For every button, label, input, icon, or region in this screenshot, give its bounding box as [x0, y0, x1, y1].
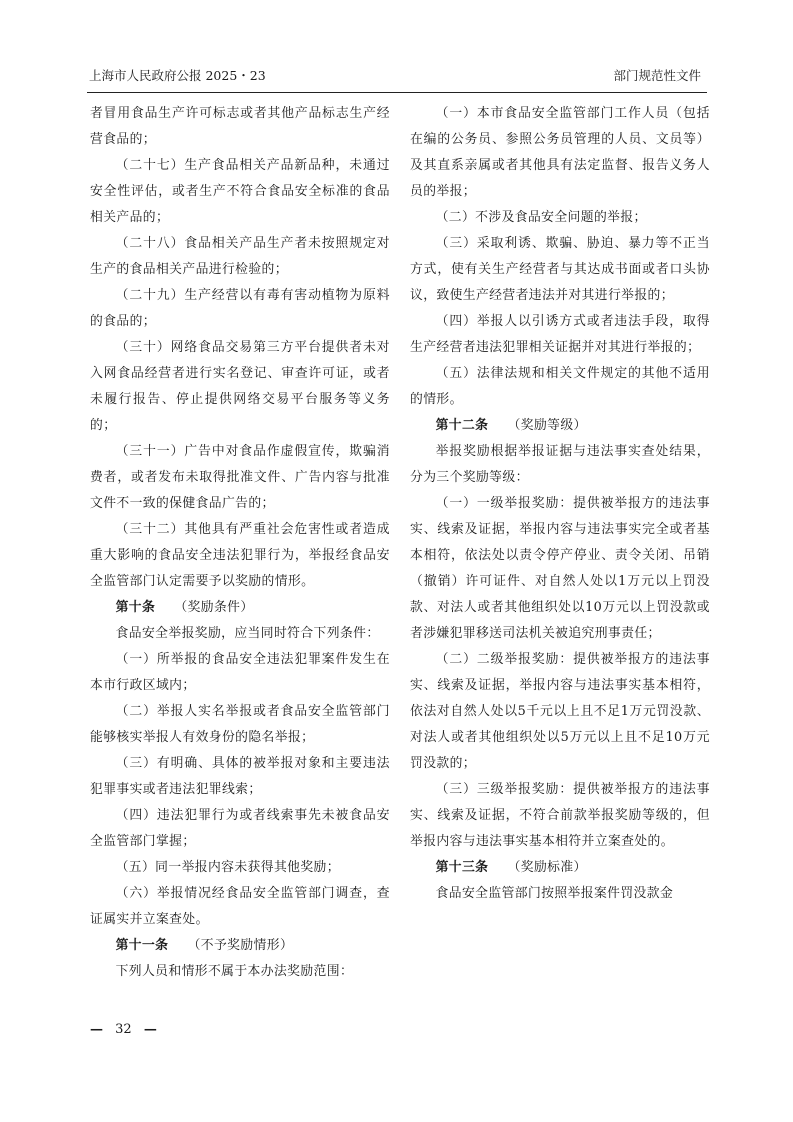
footer-dash-right: —	[143, 1022, 157, 1037]
paragraph: （一）一级举报奖励：提供被举报方的违法事实、线索及证据，举报内容与违法事实完全或者基本相符，依法处以责令停产停业、责令关闭、吊销（撤销）许可证件、对自然人处以1万元以上罚没款、对法人或者其他组织处以10万元以上罚没款或者涉嫌犯罪移送司法机关被追究刑事责任；	[410, 496, 710, 641]
article-number: 第十二条	[435, 418, 489, 433]
paragraph: 下列人员和情形不属于本办法奖励范围：	[115, 964, 354, 979]
paragraph: （三十一）广告中对食品作虚假宣传，欺骗消费者，或者发布未取得批准文件、广告内容与批准文件不一致的保健食品广告的；	[90, 444, 390, 511]
header-rule	[87, 92, 707, 93]
article-topic: （奖励等级）	[507, 418, 587, 433]
article-number: 第十一条	[115, 938, 169, 953]
paragraph: （四）违法犯罪行为或者线索事先未被食品安全监管部门掌握；	[90, 808, 390, 849]
paragraph: （二十八）食品相关产品生产者未按照规定对生产的食品相关产品进行检验的；	[90, 236, 390, 277]
paragraph: （三十二）其他具有严重社会危害性或者造成重大影响的食品安全违法犯罪行为，举报经食品安全监管部门认定需要予以奖励的情形。	[90, 522, 390, 589]
article-topic: （奖励条件）	[174, 600, 254, 615]
paragraph: （六）举报情况经食品安全监管部门调查，查证属实并立案查处。	[90, 886, 390, 927]
paragraph: （二）不涉及食品安全问题的举报；	[435, 210, 647, 225]
running-header-section: 部门规范性文件	[613, 68, 701, 83]
paragraph: （二）举报人实名举报或者食品安全监管部门能够核实举报人有效身份的隐名举报；	[90, 704, 390, 745]
paragraph: 举报奖励根据举报证据与违法事实查处结果，分为三个奖励等级：	[410, 444, 710, 485]
paragraph: 食品安全举报奖励，应当同时符合下列条件：	[115, 626, 380, 641]
paragraph: （五）法律法规和相关文件规定的其他不适用的情形。	[410, 366, 710, 407]
footer-dash-left: —	[90, 1022, 103, 1037]
paragraph: （三十）网络食品交易第三方平台提供者未对入网食品经营者进行实名登记、审查许可证，或者未履行报告、停止提供网络交易平台服务等义务的；	[90, 340, 390, 433]
paragraph: （五）同一举报内容未获得其他奖励；	[115, 860, 340, 875]
paragraph: （二十九）生产经营以有毒有害动植物为原料的食品的；	[90, 288, 390, 329]
paragraph: （四）举报人以引诱方式或者违法手段，取得生产经营者违法犯罪相关证据并对其进行举报的；	[410, 314, 710, 355]
article-number: 第十三条	[435, 860, 489, 875]
article-heading	[410, 855, 710, 881]
paragraph: （二十七）生产食品相关产品新品种，未通过安全性评估，或者生产不符合食品安全标准的食品相关产品的；	[90, 158, 390, 225]
running-header-title: 上海市人民政府公报 2025・23	[89, 68, 266, 83]
paragraph: 者冒用食品生产许可标志或者其他产品标志生产经营食品的；	[90, 106, 390, 147]
page-number: 32	[115, 1022, 132, 1037]
article-heading	[410, 413, 710, 439]
page-footer	[90, 1021, 157, 1039]
article-topic: （奖励标准）	[507, 860, 587, 875]
paragraph: （三）三级举报奖励：提供被举报方的违法事实、线索及证据，不符合前款举报奖励等级的，但举报内容与违法事实基本相符并立案查处的。	[410, 782, 710, 849]
left-text-column	[90, 101, 390, 985]
paragraph: （一）本市食品安全监管部门工作人员（包括在编的公务员、参照公务员管理的人员、文员等）及其直系亲属或者其他具有法定监督、报告义务人员的举报；	[410, 106, 710, 199]
paragraph: （三）有明确、具体的被举报对象和主要违法犯罪事实或者违法犯罪线索；	[90, 756, 390, 797]
article-heading	[90, 595, 390, 621]
article-heading	[90, 933, 390, 959]
paragraph: 食品安全监管部门按照举报案件罚没款金	[435, 886, 674, 901]
right-text-column	[410, 101, 710, 907]
article-topic: （不予奖励情形）	[187, 938, 294, 953]
paragraph: （二）二级举报奖励：提供被举报方的违法事实、线索及证据，举报内容与违法事实基本相符，依法对自然人处以5千元以上且不足1万元罚没款、对法人或者其他组织处以5万元以上且不足10万元罚没款的；	[410, 652, 710, 771]
paragraph: （一）所举报的食品安全违法犯罪案件发生在本市行政区域内；	[90, 652, 390, 693]
paragraph: （三）采取利诱、欺骗、胁迫、暴力等不正当方式，使有关生产经营者与其达成书面或者口头协议，致使生产经营者违法并对其进行举报的；	[410, 236, 710, 303]
article-number: 第十条	[115, 600, 156, 615]
